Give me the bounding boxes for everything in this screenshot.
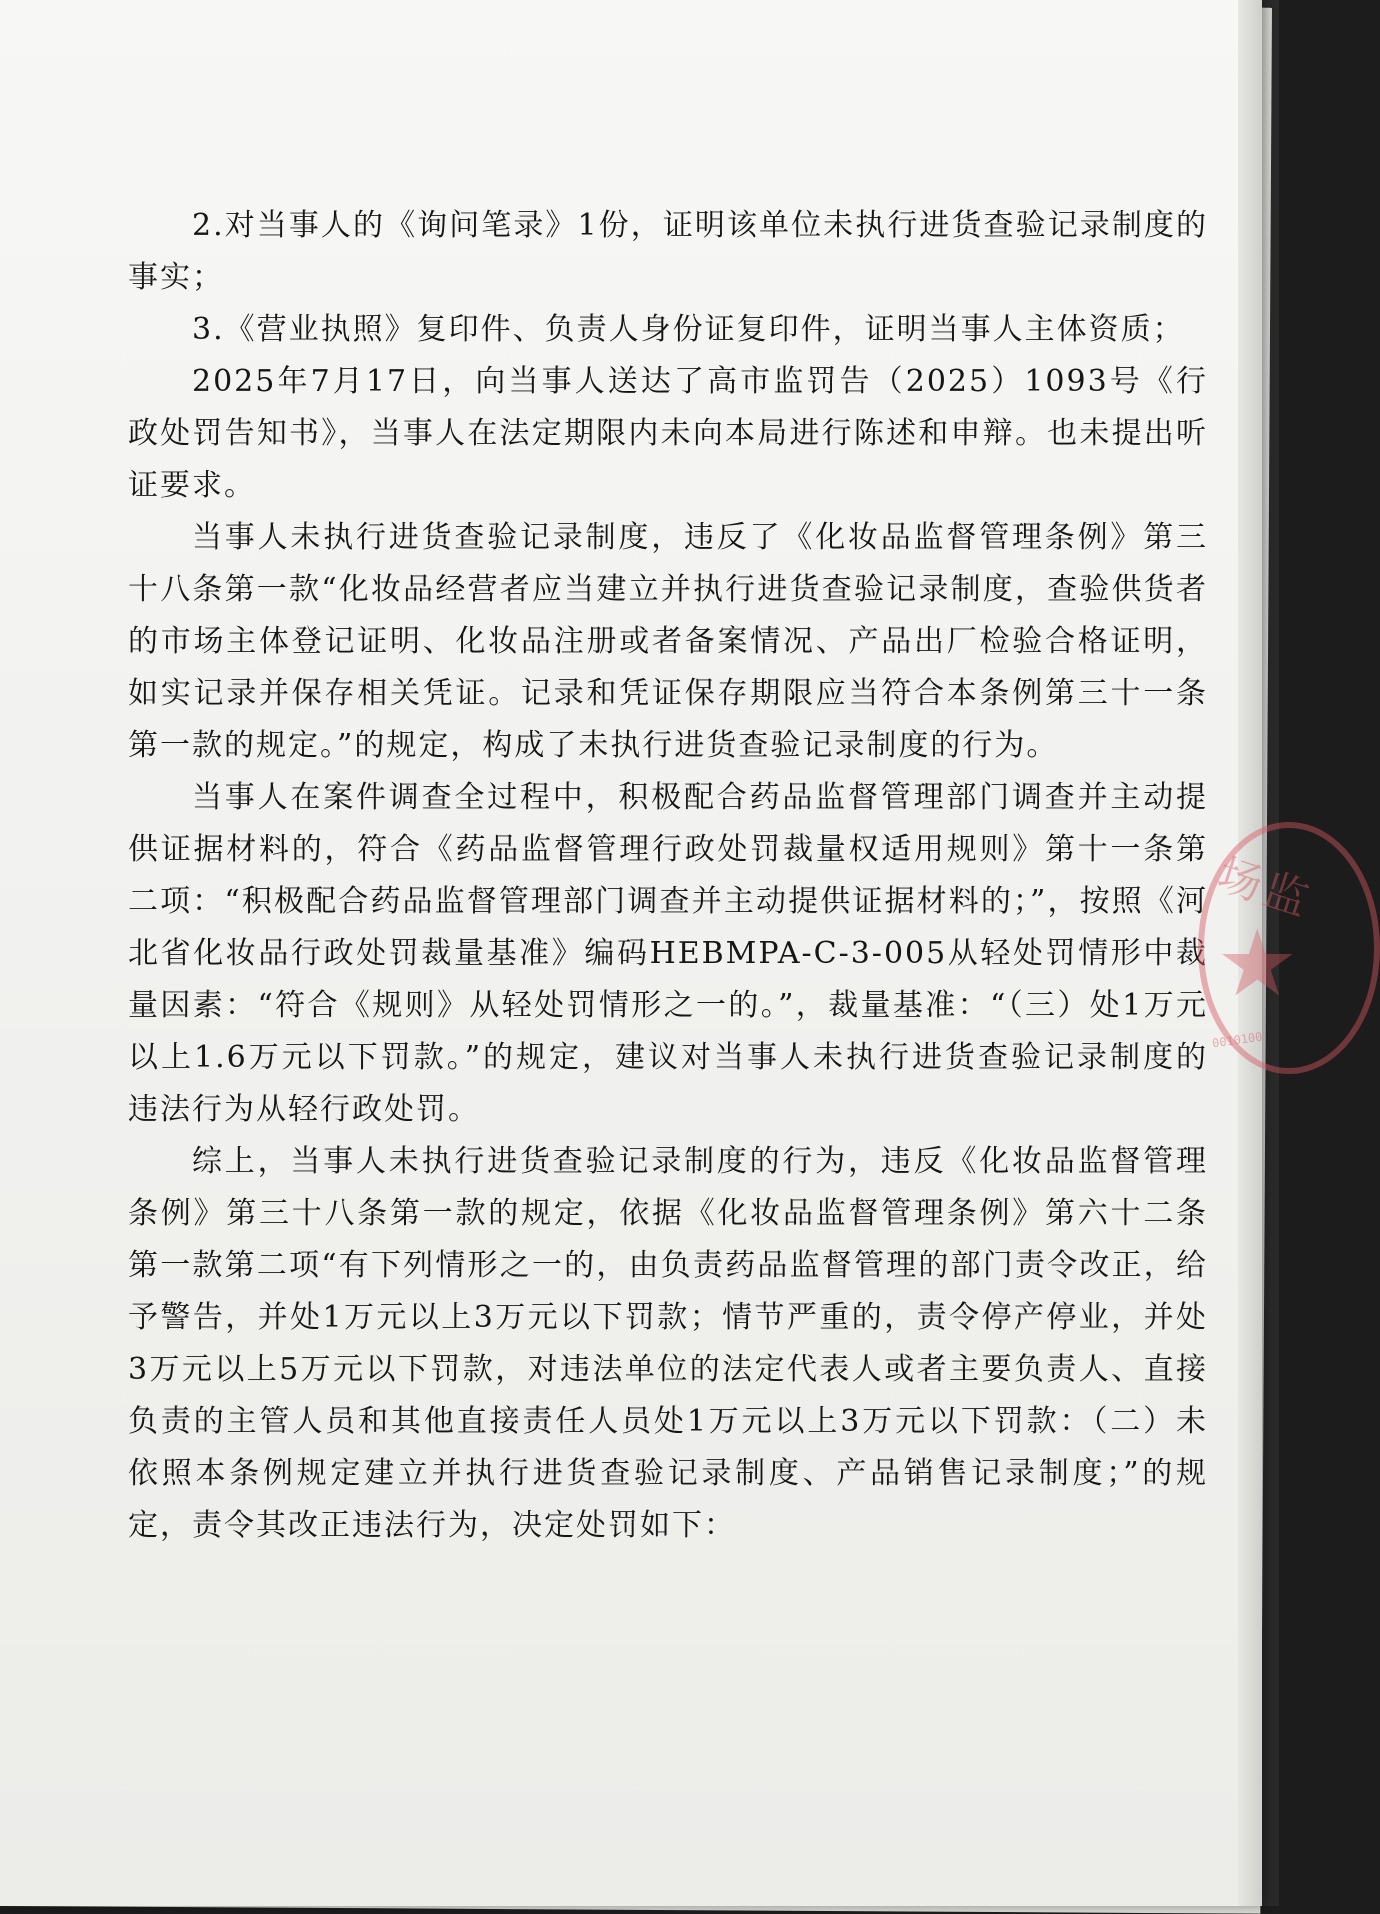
seal-text: 场监 [1211,849,1319,928]
paragraph-notice-served: 2025年7月17日，向当事人送达了高市监罚告（2025）1093号《行政处罚告知书》，当事人在法定期限内未向本局进行陈述和申辩。也未提出听证要求。 [128,364,1208,503]
paragraph-conclusion: 综上，当事人未执行进货查验记录制度的行为，违反《化妆品监督管理条例》第三十八条第一款的规定，依据《化妆品监督管理条例》第六十二条第一款第二项“有下列情形之一的，由负责药品监督管理的部门责令改正，给予警告，并处1万元以上3万元以下罚款；情节严重的，责令停产停业，并处3万元以上5万元以下罚款，对违法单位的法定代表人或者主要负责人、直接负责的主管人员和其他直接责任人员处1万元以上3万元以下罚款：（二）未依照本条例规定建立并执行进货查验记录制度、产品销售记录制度；”的规定，责令其改正违法行为，决定处罚如下： [128,1144,1208,1543]
paragraph-evidence-3: 3.《营业执照》复印件、负责人身份证复印件，证明当事人主体资质； [192,312,1185,347]
document-body [128,200,1208,1552]
official-seal [1198,822,1380,1074]
paragraph-evidence-2: 2.对当事人的《询问笔录》1份，证明该单位未执行进货查验记录制度的事实； [128,208,1208,295]
seal-code: 0010100 [1211,1029,1264,1051]
star-icon: ★ [1216,913,1299,1015]
paragraph-violation: 当事人未执行进货查验记录制度，违反了《化妆品监督管理条例》第三十八条第一款“化妆品经营者应当建立并执行进货查验记录制度，查验供货者的市场主体登记证明、化妆品注册或者备案情况、产品出厂检验合格证明，如实记录并保存相关凭证。记录和凭证保存期限应当符合本条例第三十一条第一款的规定。”的规定，构成了未执行进货查验记录制度的行为。 [128,520,1208,763]
paragraph-mitigation: 当事人在案件调查全过程中，积极配合药品监督管理部门调查并主动提供证据材料的，符合《药品监督管理行政处罚裁量权适用规则》第十一条第二项：“积极配合药品监督管理部门调查并主动提供证据材料的；”，按照《河北省化妆品行政处罚裁量基准》编码HEBMPA-C-3-005从轻处罚情形中裁量因素：“符合《规则》从轻处罚情形之一的。”，裁量基准：“（三）处1万元以上1.6万元以下罚款。”的规定，建议对当事人未执行进货查验记录制度的违法行为从轻行政处罚。 [128,780,1208,1127]
